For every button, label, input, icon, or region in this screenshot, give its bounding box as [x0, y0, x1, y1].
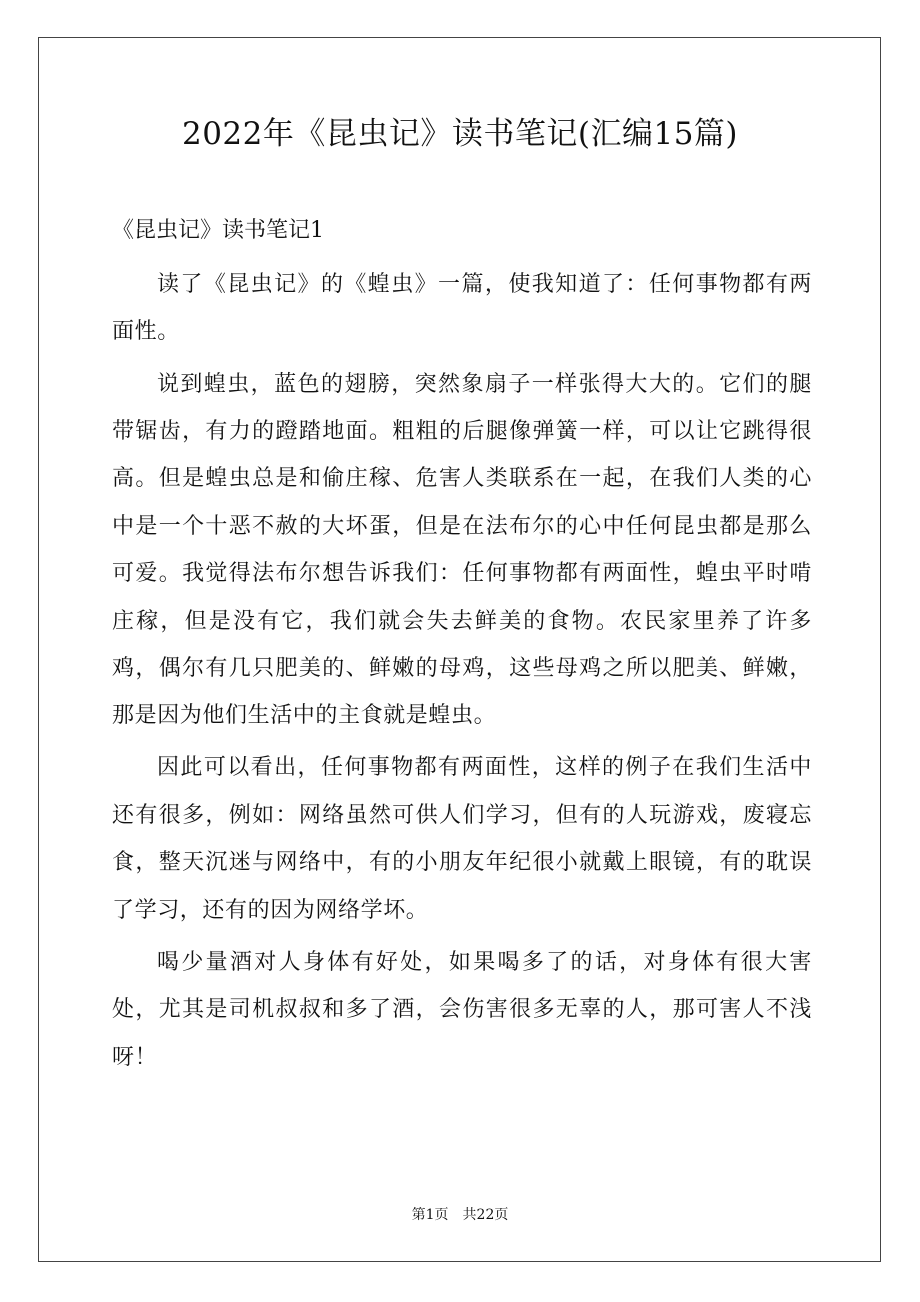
page-total: 共22页: [462, 1207, 509, 1223]
paragraph-3: 因此可以看出，任何事物都有两面性，这样的例子在我们生活中还有很多，例如：网络虽然可供人们学习，但有的人玩游戏，废寝忘食，整天沉迷与网络中，有的小朋友年纪很小就戴上眼镜，有的耽误了学习，还有的因为网络学坏。: [112, 755, 812, 923]
section-heading: 《昆虫记》读书笔记1: [112, 218, 324, 243]
document-title: 2022年《昆虫记》读书笔记(汇编15篇): [181, 116, 739, 152]
page-footer: [0, 1205, 920, 1225]
document-body: [112, 261, 812, 1086]
paragraph-4: 喝少量酒对人身体有好处，如果喝多了的话，对身体有很大害处，尤其是司机叔叔和多了酒，会伤害很多无辜的人，那可害人不浅呀！: [112, 949, 812, 1070]
paragraph-2: 说到蝗虫，蓝色的翅膀，突然象扇子一样张得大大的。它们的腿带锯齿，有力的蹬踏地面。粗粗的后腿像弹簧一样，可以让它跳得很高。但是蝗虫总是和偷庄稼、危害人类联系在一起，在我们人类的心中是一个十恶不赦的大坏蛋，但是在法布尔的心中任何昆虫都是那么可爱。我觉得法布尔想告诉我们：任何事物都有两面性，蝗虫平时啃庄稼，但是没有它，我们就会失去鲜美的食物。农民家里养了许多鸡，偶尔有几只肥美的、鲜嫩的母鸡，这些母鸡之所以肥美、鲜嫩，那是因为他们生活中的主食就是蝗虫。: [112, 371, 812, 729]
page-number: 第1页: [411, 1207, 449, 1223]
paragraph-1: 读了《昆虫记》的《蝗虫》一篇，使我知道了：任何事物都有两面性。: [112, 272, 812, 345]
